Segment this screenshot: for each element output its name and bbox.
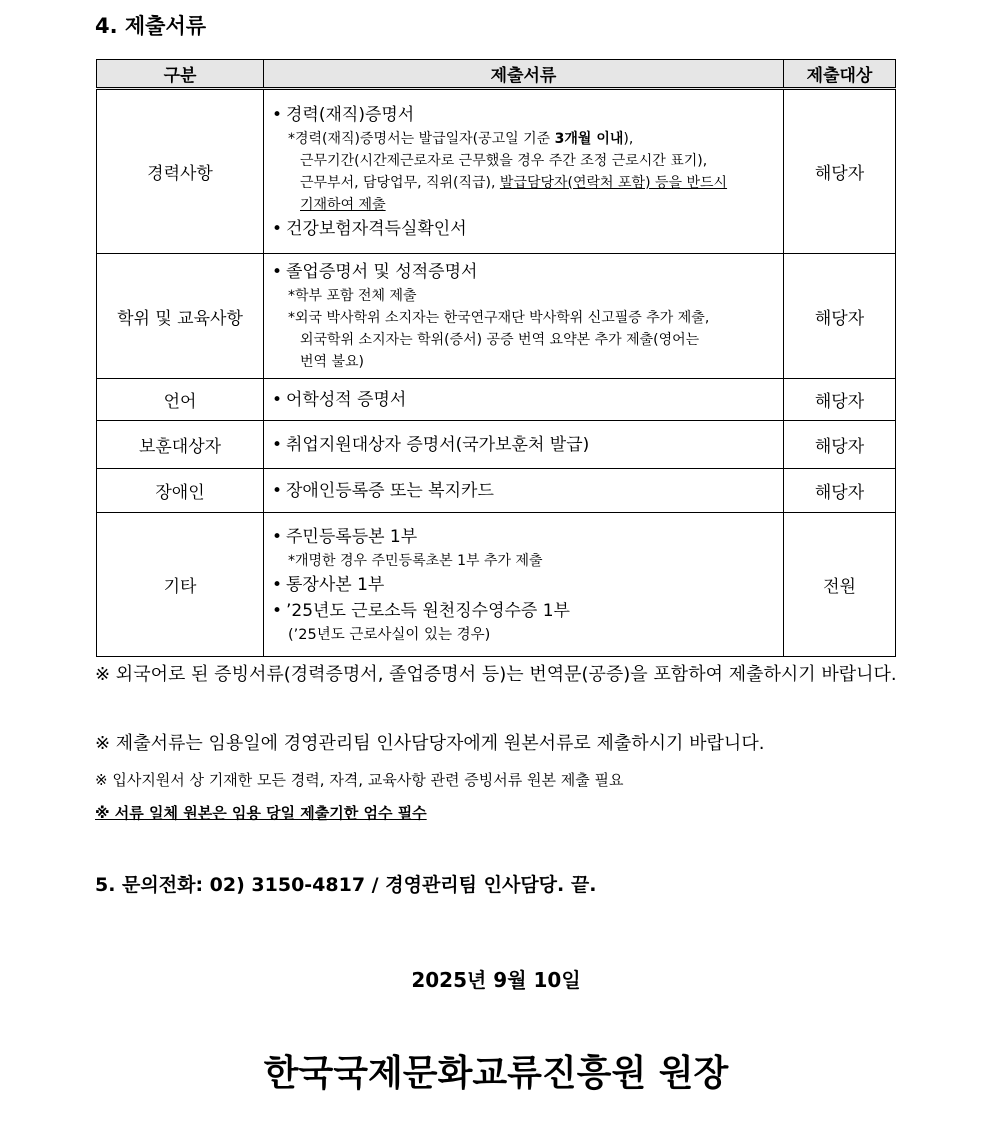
header-documents: 제출서류 xyxy=(264,60,784,89)
document-note: *학부 포함 전체 제출 xyxy=(288,288,417,304)
document-note: *경력(재직)증명서는 발급일자(공고일 기준 3개월 이내), 근무기간(시간제근로자로 근무했을 경우 주간 조정 근로시간 표기), 근무부서, 담당업무, 직위(직급), 발급담당자(연락처 포함) 등을 반드시 기재하여 제출 xyxy=(288,130,728,213)
table-row-language xyxy=(97,379,896,421)
document-item: • 졸업증명서 및 성적증명서 xyxy=(286,259,779,285)
contact-line: 5. 문의전화: 02) 3150-4817 / 경영관리팀 인사담당. 끝. xyxy=(95,874,597,896)
target-cell: 해당자 xyxy=(784,89,896,254)
document-item: • 어학성적 증명서 xyxy=(286,387,779,413)
document-item: • 주민등록등본 1부 xyxy=(286,524,779,550)
documents-cell xyxy=(264,469,784,513)
table-row-career xyxy=(97,89,896,254)
table-row-veteran xyxy=(97,421,896,469)
issuer-name: 한국국제문화교류진흥원 원장 xyxy=(263,1053,729,1094)
documents-cell xyxy=(264,89,784,254)
target-cell: 해당자 xyxy=(784,254,896,379)
category-cell: 학위 및 교육사항 xyxy=(97,254,264,379)
documents-cell xyxy=(264,513,784,657)
document-subnote: (’25년도 근로사실이 있는 경우) xyxy=(288,626,491,643)
document-date: 2025년 9월 10일 xyxy=(411,968,581,992)
document-item: • 통장사본 1부 xyxy=(286,572,779,598)
category-cell: 언어 xyxy=(97,379,264,421)
document-item: • ’25년도 근로소득 원천징수영수증 1부 xyxy=(286,598,779,624)
document-item: • 장애인등록증 또는 복지카드 xyxy=(286,478,779,504)
header-category: 구분 xyxy=(97,60,264,89)
note-translation: ※ 외국어로 된 증빙서류(경력증명서, 졸업증명서 등)는 번역문(공증)을 포함하여 제출하시기 바랍니다. xyxy=(95,664,897,685)
section-title: 4. 제출서류 xyxy=(95,14,207,38)
category-cell: 기타 xyxy=(97,513,264,657)
table-row-etc xyxy=(97,513,896,657)
document-note: *개명한 경우 주민등록초본 1부 추가 제출 xyxy=(288,552,543,569)
document-item: • 건강보험자격득실확인서 xyxy=(286,216,779,242)
target-cell: 해당자 xyxy=(784,379,896,421)
target-cell: 전원 xyxy=(784,513,896,657)
document-item: • 경력(재직)증명서 xyxy=(286,102,779,128)
documents-cell xyxy=(264,421,784,469)
table-header-row xyxy=(97,60,896,89)
documents-cell xyxy=(264,379,784,421)
note-originals: ※ 입사지원서 상 기재한 모든 경력, 자격, 교육사항 관련 증빙서류 원본 제출 필요 xyxy=(95,771,624,789)
documents-table xyxy=(96,59,896,657)
documents-cell xyxy=(264,254,784,379)
category-cell: 장애인 xyxy=(97,469,264,513)
target-cell: 해당자 xyxy=(784,469,896,513)
category-cell: 경력사항 xyxy=(97,89,264,254)
note-deadline: ※ 서류 일체 원본은 임용 당일 제출기한 엄수 필수 xyxy=(95,804,427,822)
table-row-degree xyxy=(97,254,896,379)
document-item: • 취업지원대상자 증명서(국가보훈처 발급) xyxy=(286,432,779,458)
category-cell: 보훈대상자 xyxy=(97,421,264,469)
target-cell: 해당자 xyxy=(784,421,896,469)
document-note: *외국 박사학위 소지자는 한국연구재단 박사학위 신고필증 추가 제출, 외국학위 소지자는 학위(증서) 공증 번역 요약본 추가 제출(영어는 번역 불요) xyxy=(288,310,710,370)
header-target: 제출대상 xyxy=(784,60,896,89)
table-row-disabled xyxy=(97,469,896,513)
note-submission: ※ 제출서류는 임용일에 경영관리팀 인사담당자에게 원본서류로 제출하시기 바랍니다. xyxy=(95,733,765,754)
